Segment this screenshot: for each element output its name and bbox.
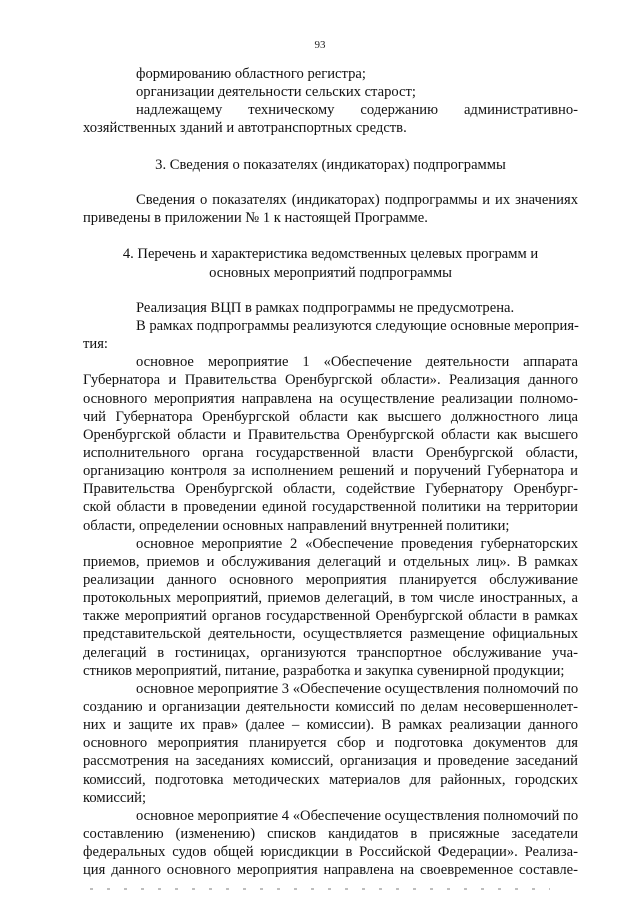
text-line: Правительства Оренбургской области, содействие Губернатору Оренбург-	[83, 481, 578, 497]
text-line: протокольных мероприятий, приемов делегаций, в том числе иностранных, а	[83, 590, 578, 606]
text-line: основных мероприятий подпрограммы	[209, 265, 452, 281]
text-line: приемов, приемов и обслуживания делегаций и отдельных лиц». В рамках	[83, 554, 578, 570]
text-line: комиссий, подготовка методических материалов для районных, городских	[83, 772, 578, 788]
text-line: Сведения о показателях (индикаторах) подпрограммы и их значениях	[136, 192, 578, 208]
text-line: составлению (изменению) списков кандидатов в присяжные заседатели	[83, 826, 578, 842]
text-line: организации деятельности сельских старост;	[136, 84, 416, 100]
text-line: ской области в проведении единой государственной политики на территории	[83, 499, 578, 515]
text-line: представительской деятельности, осуществляется размещение официальных	[83, 626, 578, 642]
text-line: созданию и организации деятельности комиссий по делам несовершеннолет-	[83, 699, 578, 715]
text-line: основное мероприятие 1 «Обеспечение деятельности аппарата	[136, 354, 578, 370]
text-line: комиссий;	[83, 790, 147, 806]
scan-artifact-line	[90, 888, 550, 890]
text-line: них и защите их прав» (далее – комиссии). В рамках реализации данного	[83, 717, 578, 733]
text-line: основного мероприятия направлена на осуществление реализации полномо-	[83, 391, 578, 407]
text-line: исполнительного органа государственной власти Оренбургской области,	[83, 445, 578, 461]
text-line: формированию областного регистра;	[136, 66, 366, 82]
text-line: Оренбургской области и Правительства Оренбургской области как высшего	[83, 427, 578, 443]
text-line: области, определении основных направлений внутренней политики;	[83, 518, 510, 534]
text-line: надлежащему техническому содержанию административно-	[136, 102, 578, 118]
text-line: хозяйственных зданий и автотранспортных средств.	[83, 120, 407, 136]
text-line: ция данного основного мероприятия направлена на своевременное составле-	[83, 862, 578, 878]
text-line: 3. Сведения о показателях (индикаторах) подпрограммы	[155, 157, 506, 173]
text-line: 4. Перечень и характеристика ведомственных целевых программ и	[122, 246, 539, 262]
text-line: основного мероприятия планируется сбор и подготовка документов для	[83, 735, 578, 751]
text-line: также мероприятий органов государственной Оренбургской области в рамках	[83, 608, 578, 624]
text-line: организацию контроля за исполнением решений и поручений Губернатора и	[83, 463, 578, 479]
text-line: приведены в приложении № 1 к настоящей Программе.	[83, 210, 428, 226]
text-line: реализации данного основного мероприятия планируется обслуживание	[83, 572, 578, 588]
text-line: Губернатора и Правительства Оренбургской области». Реализация данного	[83, 372, 578, 388]
text-line: Реализация ВЦП в рамках подпрограммы не предусмотрена.	[136, 300, 515, 316]
text-line: основное мероприятие 2 «Обеспечение проведения губернаторских	[136, 536, 578, 552]
text-line: стников мероприятий, питание, разработка и закупка сувенирной продукции;	[83, 663, 565, 679]
text-line: чий Губернатора Оренбургской области как высшего должностного лица	[83, 409, 578, 425]
text-line: делегаций в гостиницах, организуются транспортное обслуживание уча-	[83, 645, 578, 661]
text-line: основное мероприятие 3 «Обеспечение осуществления полномочий по	[136, 681, 579, 697]
text-line: тия:	[83, 336, 108, 352]
text-line: В рамках подпрограммы реализуются следующие основные мероприя-	[136, 318, 579, 334]
text-line: рассмотрения на заседаниях комиссий, организация и проведение заседаний	[83, 753, 578, 769]
text-line: федеральных судов общей юрисдикции в Российской Федерации». Реализа-	[83, 844, 578, 860]
text-line: основное мероприятие 4 «Обеспечение осуществления полномочий по	[136, 808, 579, 824]
page-number: 93	[314, 39, 326, 51]
